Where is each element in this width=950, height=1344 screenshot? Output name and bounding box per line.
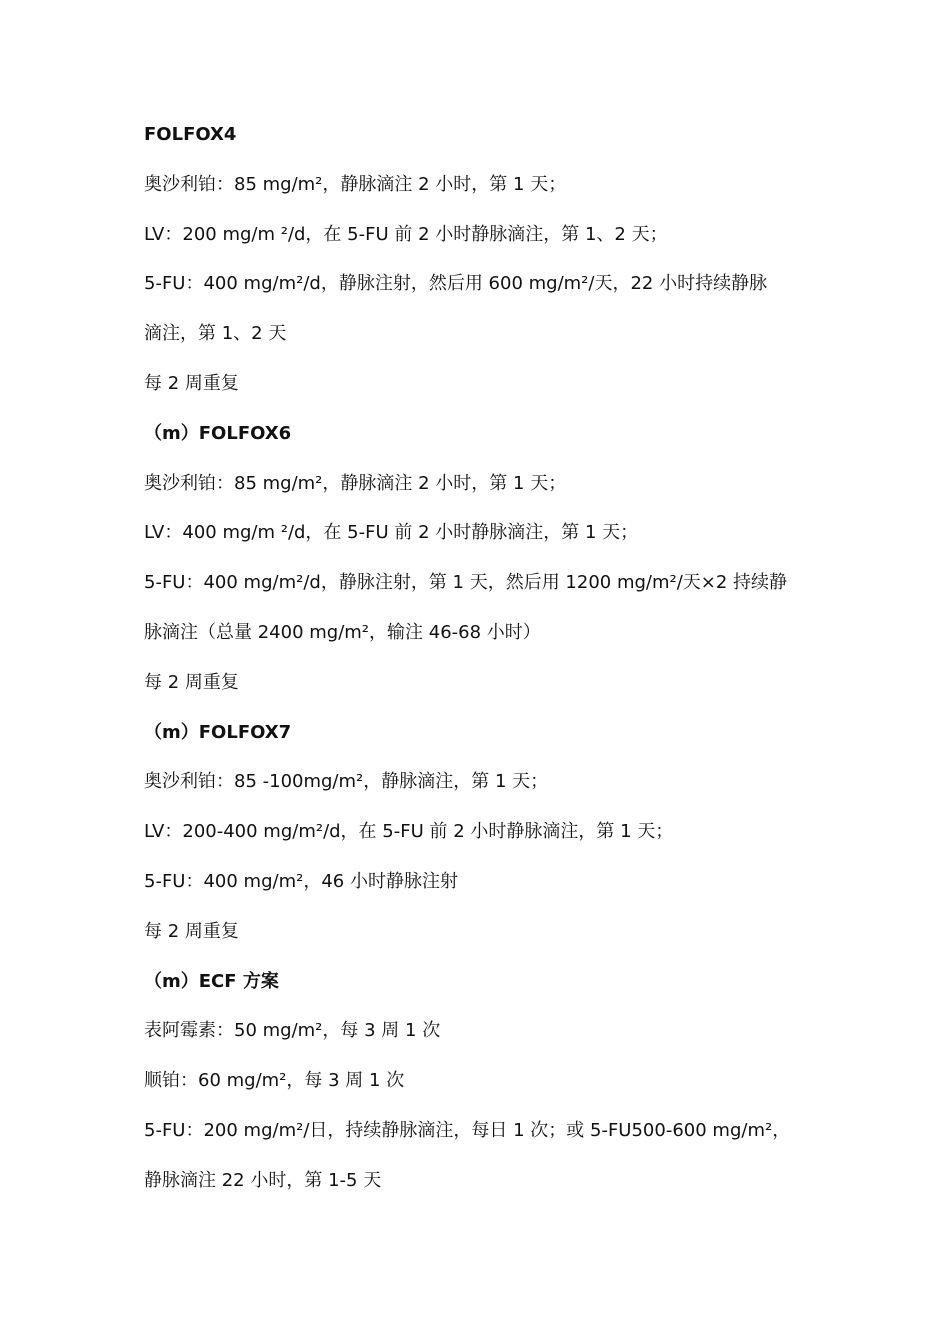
heading-mecf: （m）ECF 方案 — [144, 970, 279, 992]
text-line: 每 2 周重复 — [144, 671, 239, 693]
text-line: 表阿霉素：50 mg/m²，每 3 周 1 次 — [144, 1020, 441, 1042]
heading-mfolfox6: （m）FOLFOX6 — [144, 422, 292, 444]
text-line: 顺铂：60 mg/m²，每 3 周 1 次 — [144, 1070, 405, 1092]
text-line: LV：400 mg/m ²/d，在 5-FU 前 2 小时静脉滴注，第 1 天； — [144, 522, 639, 544]
text-line: 5-FU：200 mg/m²/日，持续静脉滴注，每日 1 次；或 5-FU500-600 mg/m²， — [144, 1119, 791, 1141]
heading-folfox4: FOLFOX4 — [144, 124, 237, 145]
text-line: 奥沙利铂：85 mg/m²，静脉滴注 2 小时，第 1 天； — [144, 472, 567, 494]
text-line: 滴注，第 1、2 天 — [144, 323, 287, 345]
text-line: 奥沙利铂：85 mg/m²，静脉滴注 2 小时，第 1 天； — [144, 173, 567, 195]
text-line: 脉滴注（总量 2400 mg/m²，输注 46-68 小时） — [144, 621, 541, 643]
text-line: 奥沙利铂：85 -100mg/m²，静脉滴注，第 1 天； — [144, 771, 549, 793]
text-line: 每 2 周重复 — [144, 372, 239, 394]
document-body — [144, 110, 824, 1206]
text-line: LV：200 mg/m ²/d，在 5-FU 前 2 小时静脉滴注，第 1、2 天； — [144, 223, 668, 245]
text-line: 5-FU：400 mg/m²/d，静脉注射，然后用 600 mg/m²/天，22 小时持续静脉 — [144, 273, 768, 295]
text-line: 5-FU：400 mg/m²，46 小时静脉注射 — [144, 870, 458, 892]
text-line: 每 2 周重复 — [144, 920, 239, 942]
text-line: 5-FU：400 mg/m²/d，静脉注射，第 1 天，然后用 1200 mg/m²/天×2 持续静 — [144, 572, 788, 594]
heading-mfolfox7: （m）FOLFOX7 — [144, 721, 292, 743]
text-line: 静脉滴注 22 小时，第 1-5 天 — [144, 1169, 382, 1191]
text-line: LV：200-400 mg/m²/d，在 5-FU 前 2 小时静脉滴注，第 1 天； — [144, 821, 674, 843]
